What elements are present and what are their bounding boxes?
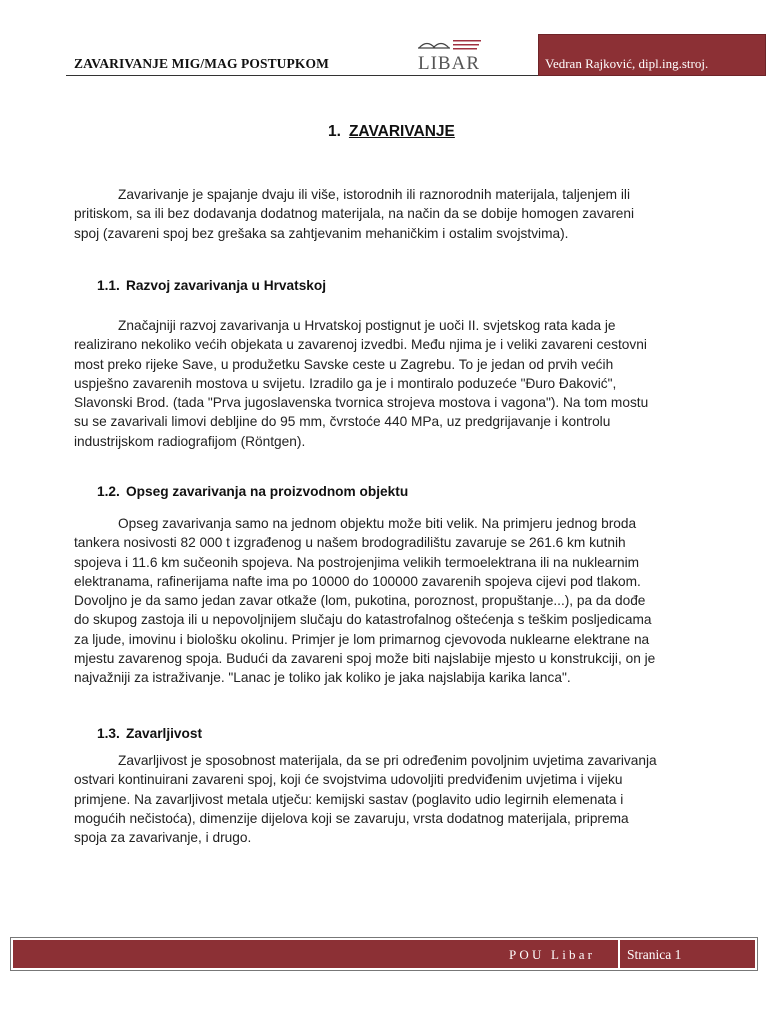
svg-text:LIBAR: LIBAR <box>418 53 480 74</box>
chapter-number: 1. <box>328 123 341 140</box>
footer-bar <box>13 940 755 968</box>
section-heading-1-3: 1.3. Zavarljivost <box>97 726 203 741</box>
intro-paragraph <box>74 185 734 243</box>
text-line: Dovoljno je da samo jedan zavar otkaže (lom, pukotina, poroznost, propuštanje...), pa da dođe <box>74 593 646 609</box>
chapter-title: ZAVARIVANJE <box>348 123 455 140</box>
text-line: Značajniji razvoj zavarivanja u Hrvatskoj postignut je uoči II. svjetskog rata kada je <box>118 318 616 333</box>
text-line: tankera nosivosti 82 000 t izgrađenog u našem brodogradilištu zavaruje se 261.6 km kutnih <box>74 535 626 551</box>
chapter-heading <box>328 123 455 141</box>
footer-organization: POU Libar <box>509 947 596 962</box>
text-line: Opseg zavarivanja samo na jednom objektu može biti velik. Na primjeru jednog broda <box>118 516 637 531</box>
section-heading-1-2: 1.2. Opseg zavarivanja na proizvodnom objektu <box>97 484 409 499</box>
section-heading-1-1: 1.1. Razvoj zavarivanja u Hrvatskoj <box>97 278 327 293</box>
text-line: su se zavarivali limovi debljine do 95 mm, čvrstoće 440 MPa, uz predgrijavanje i kontrolu <box>74 414 611 430</box>
text-line: spoj (zavareni spoj bez grešaka sa zahtjevanim mehaničkim i ostalim svojstvima). <box>74 225 569 241</box>
text-line: Zavarljivost je sposobnost materijala, da se pri određenim povoljnim uvjetima zavarivanja <box>118 753 657 768</box>
author-name: Vedran Rajković, dipl.ing.stroj. <box>545 56 709 71</box>
text-line: realizirano nekoliko većih objekata u zavarenoj izvedbi. Među njima je i veliki zavareni cestovni <box>74 337 647 353</box>
text-line: do skupog zastoja ili u nepovoljnijem slučaju do katastrofalnog oštećenja s teškim posljedicama <box>74 612 652 628</box>
text-line: ostvari kontinuirani zavareni spoj, koji će svojstvima udovoljiti predviđenim uvjetima i vijeku <box>74 772 623 788</box>
document-title: ZAVARIVANJE MIG/MAG POSTUPKOM <box>74 56 329 71</box>
page-header <box>66 34 768 76</box>
libar-logo <box>415 36 485 74</box>
text-line: spojeva i 11.6 km sučeonih spojeva. Na postrojenjima velikih termoelektrana ili na nuklearnim <box>74 554 640 570</box>
text-line: pritiskom, sa ili bez dodavanja dodatnog materijala, na način da se dobije homogen zavareni <box>74 206 635 222</box>
text-line: mjestu zavarenog spoja. Budući da zavareni spoj može biti najslabije mjesto u konstrukciji, on je <box>74 651 656 667</box>
text-line: uspješno zavarenih mostova u svijetu. Izradilo ga je i montiralo poduzeće "Đuro Đaković", <box>74 375 617 391</box>
page-number: Stranica 1 <box>627 947 682 962</box>
footer-divider <box>618 940 620 970</box>
text-line: spoja za zavarivanje, i drugo. <box>74 830 252 846</box>
text-line: Slavonski Brod. (tada "Prva jugoslavenska tvornica strojeva mostova i vagona"). Na tom mostu <box>74 395 649 411</box>
text-line: Zavarivanje je spajanje dvaju ili više, istorodnih ili raznorodnih materijala, taljenjem ili <box>118 187 631 202</box>
text-line: mogućih nečistoća), dimenzije dijelova koji se zavaruju, vrsta dodatnog materijala, priprema <box>74 810 629 826</box>
section-paragraph-1-1 <box>74 316 734 451</box>
text-line: najvažniji za istraživanje. "Lanac je toliko jak koliko je jaka najslabija karika lanca". <box>74 670 571 686</box>
text-line: elektranama, rafinerijama nafte ima po 10000 do 100000 zavarenih spojeva cijevi pod tlakom. <box>74 573 641 589</box>
header-rule <box>66 75 538 76</box>
section-paragraph-1-2 <box>74 514 734 688</box>
text-line: most preko rijeke Save, u produžetku Savske ceste u Zagrebu. To je jedan od prvih većih <box>74 356 614 372</box>
author-box <box>538 34 766 76</box>
text-line: za ljude, imovinu i biološku okolinu. Primjer je lom primarnog cjevovoda nuklearne elektrane na <box>74 631 650 647</box>
text-line: industrijskom radiografijom (Röntgen). <box>74 433 306 449</box>
page-footer <box>10 937 758 971</box>
section-paragraph-1-3 <box>74 751 734 847</box>
text-line: primjene. Na zavarljivost metala utječu: kemijski sastav (poglavito udio legirnih elemenata i <box>74 791 624 807</box>
